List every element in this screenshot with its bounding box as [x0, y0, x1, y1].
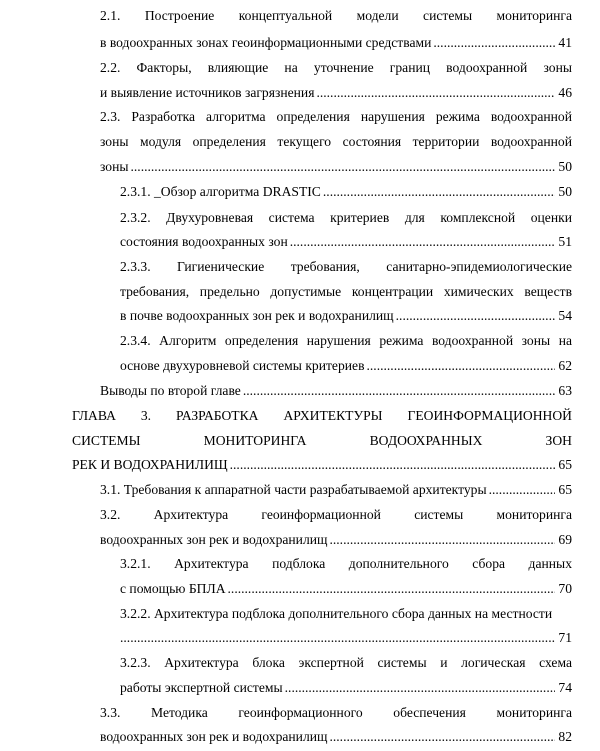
toc-leader-dots	[226, 578, 556, 600]
toc-entry-2-3-3-line-1: 2.3.3. Гигиенические требования, санитарно-эпидемиологические	[120, 259, 572, 274]
toc-entry-text: работы экспертной системы	[120, 680, 283, 695]
toc-entry-2-1-line-1: 2.1. Построение концептуальной модели системы мониторинга	[100, 8, 572, 23]
toc-entry-3-2-line-1: 3.2. Архитектура геоинформационной системы мониторинга	[100, 507, 572, 522]
toc-entry-text: 2.3.1. _Обзор алгоритма DRASTIC	[120, 184, 321, 199]
toc-page-number: 41	[558, 35, 572, 50]
toc-entry-2-3-2-line-1: 2.3.2. Двухуровневая система критериев для комплексной оценки	[120, 210, 572, 225]
toc-entry-2-3-3-line-2: требования, предельно допустимые концентрации химических веществ	[120, 284, 572, 299]
toc-entry-3-2-2-last-line	[120, 627, 572, 649]
toc-leader-dots	[241, 380, 556, 402]
toc-entry-text: РЕК И ВОДОХРАНИЛИЩ	[72, 457, 228, 472]
toc-leader-dots	[431, 32, 555, 54]
toc-page-number: 62	[558, 358, 572, 373]
toc-entry-2-3-line-1: 2.3. Разработка алгоритма определения нарушения режима водоохранной	[100, 109, 572, 124]
toc-page-number: 63	[558, 383, 572, 398]
toc-leader-dots	[321, 181, 556, 203]
toc-leader-dots	[327, 726, 555, 748]
toc-entry-text: водоохранных зон рек и водохранилищ	[100, 532, 328, 547]
toc-page-number: 65	[558, 457, 572, 472]
toc-entry-2-3-3-last-line	[120, 305, 572, 327]
toc-entry-3-2-1-last-line	[120, 578, 572, 600]
toc-leader-dots	[314, 82, 555, 104]
toc-leader-dots	[327, 529, 555, 551]
toc-leader-dots	[120, 627, 555, 649]
toc-entry-text: в водоохранных зонах геоинформационными средствами	[100, 35, 432, 50]
toc-entry-text: основе двухуровневой системы критериев	[120, 358, 365, 373]
toc-page-number: 50	[558, 184, 572, 199]
toc-entry-3-3-last-line	[100, 726, 572, 748]
toc-entry-2-3-1-line	[120, 181, 572, 203]
toc-entry-text: и выявление источников загрязнения	[100, 85, 315, 100]
toc-page-number: 82	[558, 729, 572, 744]
toc-leader-dots	[283, 677, 556, 699]
toc-entry-text: с помощью БПЛА	[120, 581, 226, 596]
toc-chapter-3-line-1: ГЛАВА 3. РАЗРАБОТКА АРХИТЕКТУРЫ ГЕОИНФОРМАЦИОННОЙ	[72, 408, 572, 423]
toc-leader-dots	[487, 479, 556, 501]
toc-entry-3-2-3-last-line	[120, 677, 572, 699]
toc-entry-3-1-line	[100, 479, 572, 501]
toc-entry-3-2-1-line-1: 3.2.1. Архитектура подблока дополнительного сбора данных	[120, 556, 572, 571]
toc-page-number: 70	[558, 581, 572, 596]
toc-entry-text: водоохранных зон рек и водохранилищ	[100, 729, 328, 744]
toc-entry-2-3-line-2: зоны модуля определения текущего состояния территории водоохранной	[100, 134, 572, 149]
toc-entry-chapter-2-conclusions	[100, 380, 572, 402]
toc-page-number: 69	[558, 532, 572, 547]
toc-entry-text: 3.1. Требования к аппаратной части разрабатываемой архитектуры	[100, 482, 487, 497]
toc-entry-3-2-last-line	[100, 529, 572, 551]
toc-page-number: 46	[558, 85, 572, 100]
toc-chapter-3-line-2: СИСТЕМЫ МОНИТОРИНГА ВОДООХРАННЫХ ЗОН	[72, 433, 572, 448]
toc-entry-2-3-last-line	[100, 156, 572, 178]
toc-leader-dots	[288, 231, 556, 253]
toc-entry-3-2-3-line-1: 3.2.3. Архитектура блока экспертной системы и логическая схема	[120, 655, 572, 670]
toc-entry-2-1-last-line	[100, 32, 572, 54]
toc-leader-dots	[228, 454, 556, 476]
toc-chapter-3-last-line	[72, 454, 572, 476]
toc-entry-text: зоны	[100, 159, 129, 174]
toc-leader-dots	[129, 156, 556, 178]
toc-entry-2-3-4-line-1: 2.3.4. Алгоритм определения нарушения режима водоохранной зоны на	[120, 333, 572, 348]
toc-page-number: 51	[558, 234, 572, 249]
toc-entry-2-2-line-1: 2.2. Факторы, влияющие на уточнение границ водоохранной зоны	[100, 60, 572, 75]
toc-entry-3-3-line-1: 3.3. Методика геоинформационного обеспечения мониторинга	[100, 705, 572, 720]
toc-entry-3-2-2-line-1: 3.2.2. Архитектура подблока дополнительного сбора данных на местности	[120, 606, 553, 621]
toc-entry-2-2-last-line	[100, 82, 572, 104]
toc-page-number: 65	[558, 482, 572, 497]
toc-entry-2-3-2-last-line	[120, 231, 572, 253]
toc-entry-text: в почве водоохранных зон рек и водохранилищ	[120, 308, 394, 323]
toc-page-number: 71	[558, 630, 572, 645]
toc-entry-text: Выводы по второй главе	[100, 383, 241, 398]
toc-page-number: 50	[558, 159, 572, 174]
toc-leader-dots	[394, 305, 556, 327]
toc-leader-dots	[365, 355, 556, 377]
toc-page-number: 54	[558, 308, 572, 323]
toc-entry-2-3-4-last-line	[120, 355, 572, 377]
toc-entry-text: состояния водоохранных зон	[120, 234, 288, 249]
toc-page-number: 74	[558, 680, 572, 695]
